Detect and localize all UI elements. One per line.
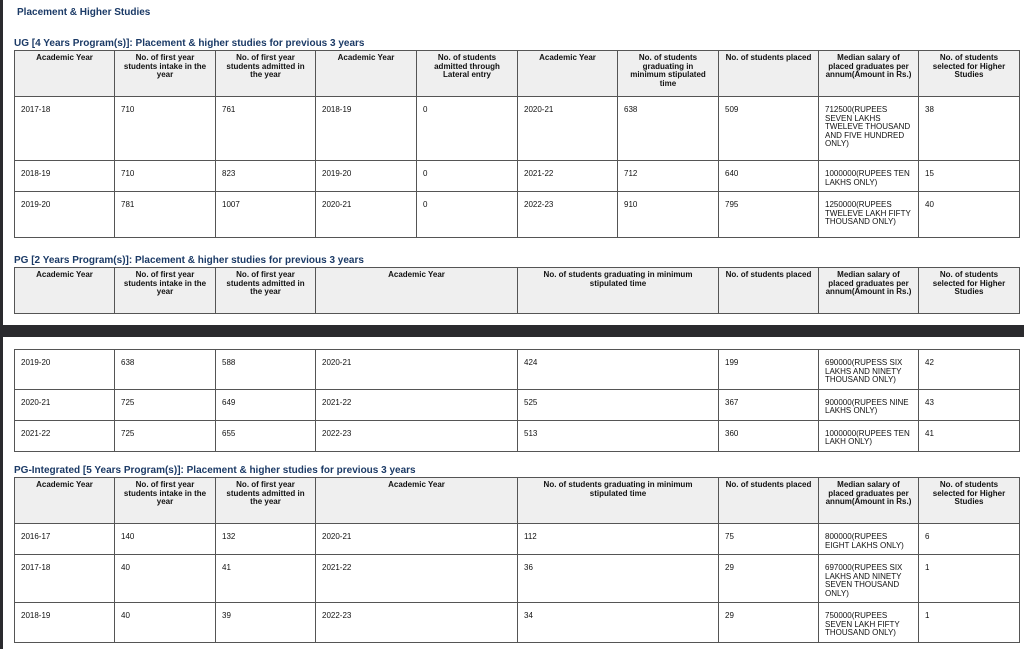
cell-placed: 367 <box>719 389 819 420</box>
cell-academic-year-lateral: 2020-21 <box>316 192 417 238</box>
cell-intake: 781 <box>115 192 216 238</box>
col-header-academic-year-graduating: Academic Year <box>316 478 518 524</box>
cell-admitted: 649 <box>216 389 316 420</box>
col-header-admitted: No. of first year students admitted in the year <box>216 478 316 524</box>
cell-admitted: 655 <box>216 420 316 451</box>
cell-graduating: 910 <box>618 192 719 238</box>
table-row <box>15 420 1020 451</box>
cell-academic-year-graduating: 2020-21 <box>316 524 518 555</box>
cell-higher-studies: 1 <box>919 603 1020 643</box>
table-row <box>15 192 1020 238</box>
cell-placed: 360 <box>719 420 819 451</box>
col-header-graduating: No. of students graduating in minimum stipulated time <box>518 478 719 524</box>
col-header-admitted: No. of first year students admitted in the year <box>216 51 316 97</box>
col-header-higher-studies: No. of students selected for Higher Studies <box>919 268 1020 314</box>
pg-integrated-section-title: PG-Integrated [5 Years Program(s)]: Placement & higher studies for previous 3 years <box>14 465 416 476</box>
page-lower <box>0 337 1024 649</box>
page-title: Placement & Higher Studies <box>17 7 151 18</box>
cell-academic-year-graduating: 2022-23 <box>316 603 518 643</box>
pg-integrated-placement-table <box>14 477 1020 643</box>
cell-academic-year: 2020-21 <box>15 389 115 420</box>
table-row <box>15 350 1020 390</box>
col-header-academic-year: Academic Year <box>15 478 115 524</box>
cell-academic-year: 2017-18 <box>15 555 115 603</box>
col-header-graduating: No. of students graduating in minimum stipulated time <box>518 268 719 314</box>
cell-higher-studies: 38 <box>919 97 1020 161</box>
ug-placement-table <box>14 50 1020 238</box>
col-header-placed: No. of students placed <box>719 268 819 314</box>
cell-graduating: 36 <box>518 555 719 603</box>
cell-graduating: 513 <box>518 420 719 451</box>
cell-higher-studies: 40 <box>919 192 1020 238</box>
pg-placement-table-body <box>14 349 1020 452</box>
col-header-higher-studies: No. of students selected for Higher Studies <box>919 478 1020 524</box>
table-row <box>15 161 1020 192</box>
cell-academic-year: 2016-17 <box>15 524 115 555</box>
cell-higher-studies: 41 <box>919 420 1020 451</box>
col-header-academic-year-lateral: Academic Year <box>316 51 417 97</box>
cell-intake: 140 <box>115 524 216 555</box>
col-header-intake: No. of first year students intake in the year <box>115 478 216 524</box>
col-header-placed: No. of students placed <box>719 478 819 524</box>
pg-section-title: PG [2 Years Program(s)]: Placement & higher studies for previous 3 years <box>14 255 364 266</box>
cell-graduating: 112 <box>518 524 719 555</box>
cell-higher-studies: 43 <box>919 389 1020 420</box>
cell-academic-year-graduating: 2020-21 <box>316 350 518 390</box>
col-header-admitted: No. of first year students admitted in the year <box>216 268 316 314</box>
cell-academic-year-graduating: 2021-22 <box>518 161 618 192</box>
col-header-median-salary: Median salary of placed graduates per annum(Amount in Rs.) <box>819 478 919 524</box>
col-header-higher-studies: No. of students selected for Higher Studies <box>919 51 1020 97</box>
cell-placed: 199 <box>719 350 819 390</box>
table-row <box>15 603 1020 643</box>
table-row <box>15 555 1020 603</box>
cell-placed: 640 <box>719 161 819 192</box>
col-header-median-salary: Median salary of placed graduates per annum(Amount in Rs.) <box>819 268 919 314</box>
cell-academic-year-lateral: 2018-19 <box>316 97 417 161</box>
cell-median-salary: 690000(RUPESS SIX LAKHS AND NINETY THOUSAND ONLY) <box>819 350 919 390</box>
col-header-lateral-entry: No. of students admitted through Lateral entry <box>417 51 518 97</box>
col-header-placed: No. of students placed <box>719 51 819 97</box>
col-header-intake: No. of first year students intake in the year <box>115 51 216 97</box>
cell-academic-year-graduating: 2021-22 <box>316 555 518 603</box>
pg-integrated-header-row <box>15 478 1020 524</box>
cell-lateral-entry: 0 <box>417 97 518 161</box>
ug-header-row <box>15 51 1020 97</box>
cell-lateral-entry: 0 <box>417 161 518 192</box>
cell-higher-studies: 6 <box>919 524 1020 555</box>
pg-placement-table-header <box>14 267 1020 314</box>
col-header-graduating: No. of students graduating in minimum stipulated time <box>618 51 719 97</box>
cell-admitted: 588 <box>216 350 316 390</box>
cell-median-salary: 900000(RUPEES NINE LAKHS ONLY) <box>819 389 919 420</box>
cell-graduating: 525 <box>518 389 719 420</box>
cell-admitted: 1007 <box>216 192 316 238</box>
cell-higher-studies: 15 <box>919 161 1020 192</box>
cell-academic-year-lateral: 2019-20 <box>316 161 417 192</box>
pg-header-row <box>15 268 1020 314</box>
cell-intake: 40 <box>115 555 216 603</box>
cell-intake: 725 <box>115 420 216 451</box>
cell-admitted: 39 <box>216 603 316 643</box>
cell-graduating: 638 <box>618 97 719 161</box>
cell-academic-year: 2018-19 <box>15 161 115 192</box>
cell-admitted: 823 <box>216 161 316 192</box>
cell-median-salary: 1000000(RUPEES TEN LAKHS ONLY) <box>819 161 919 192</box>
cell-intake: 725 <box>115 389 216 420</box>
table-row <box>15 524 1020 555</box>
cell-median-salary: 697000(RUPEES SIX LAKHS AND NINETY SEVEN THOUSAND ONLY) <box>819 555 919 603</box>
cell-placed: 795 <box>719 192 819 238</box>
col-header-academic-year-graduating: Academic Year <box>316 268 518 314</box>
table-row <box>15 97 1020 161</box>
cell-median-salary: 800000(RUPEES EIGHT LAKHS ONLY) <box>819 524 919 555</box>
cell-median-salary: 712500(RUPEES SEVEN LAKHS TWELEVE THOUSAND AND FIVE HUNDRED ONLY) <box>819 97 919 161</box>
col-header-academic-year: Academic Year <box>15 268 115 314</box>
cell-median-salary: 1250000(RUPEES TWELEVE LAKH FIFTY THOUSAND ONLY) <box>819 192 919 238</box>
page-break-divider <box>0 325 1024 337</box>
cell-admitted: 41 <box>216 555 316 603</box>
table-row <box>15 389 1020 420</box>
cell-admitted: 761 <box>216 97 316 161</box>
cell-academic-year: 2017-18 <box>15 97 115 161</box>
cell-intake: 710 <box>115 97 216 161</box>
cell-higher-studies: 1 <box>919 555 1020 603</box>
cell-academic-year-graduating: 2020-21 <box>518 97 618 161</box>
col-header-academic-year-graduating: Academic Year <box>518 51 618 97</box>
cell-placed: 29 <box>719 603 819 643</box>
cell-academic-year: 2019-20 <box>15 192 115 238</box>
cell-graduating: 712 <box>618 161 719 192</box>
col-header-academic-year: Academic Year <box>15 51 115 97</box>
cell-median-salary: 1000000(RUPEES TEN LAKH ONLY) <box>819 420 919 451</box>
ug-section-title: UG [4 Years Program(s)]: Placement & higher studies for previous 3 years <box>14 38 365 49</box>
cell-academic-year: 2021-22 <box>15 420 115 451</box>
cell-admitted: 132 <box>216 524 316 555</box>
cell-graduating: 34 <box>518 603 719 643</box>
cell-graduating: 424 <box>518 350 719 390</box>
cell-academic-year: 2019-20 <box>15 350 115 390</box>
cell-placed: 509 <box>719 97 819 161</box>
cell-academic-year-graduating: 2022-23 <box>518 192 618 238</box>
cell-academic-year: 2018-19 <box>15 603 115 643</box>
cell-academic-year-graduating: 2021-22 <box>316 389 518 420</box>
cell-placed: 29 <box>719 555 819 603</box>
cell-median-salary: 750000(RUPEES SEVEN LAKH FIFTY THOUSAND ONLY) <box>819 603 919 643</box>
cell-intake: 710 <box>115 161 216 192</box>
col-header-intake: No. of first year students intake in the year <box>115 268 216 314</box>
col-header-median-salary: Median salary of placed graduates per annum(Amount in Rs.) <box>819 51 919 97</box>
cell-higher-studies: 42 <box>919 350 1020 390</box>
cell-intake: 638 <box>115 350 216 390</box>
cell-placed: 75 <box>719 524 819 555</box>
cell-academic-year-graduating: 2022-23 <box>316 420 518 451</box>
cell-lateral-entry: 0 <box>417 192 518 238</box>
cell-intake: 40 <box>115 603 216 643</box>
